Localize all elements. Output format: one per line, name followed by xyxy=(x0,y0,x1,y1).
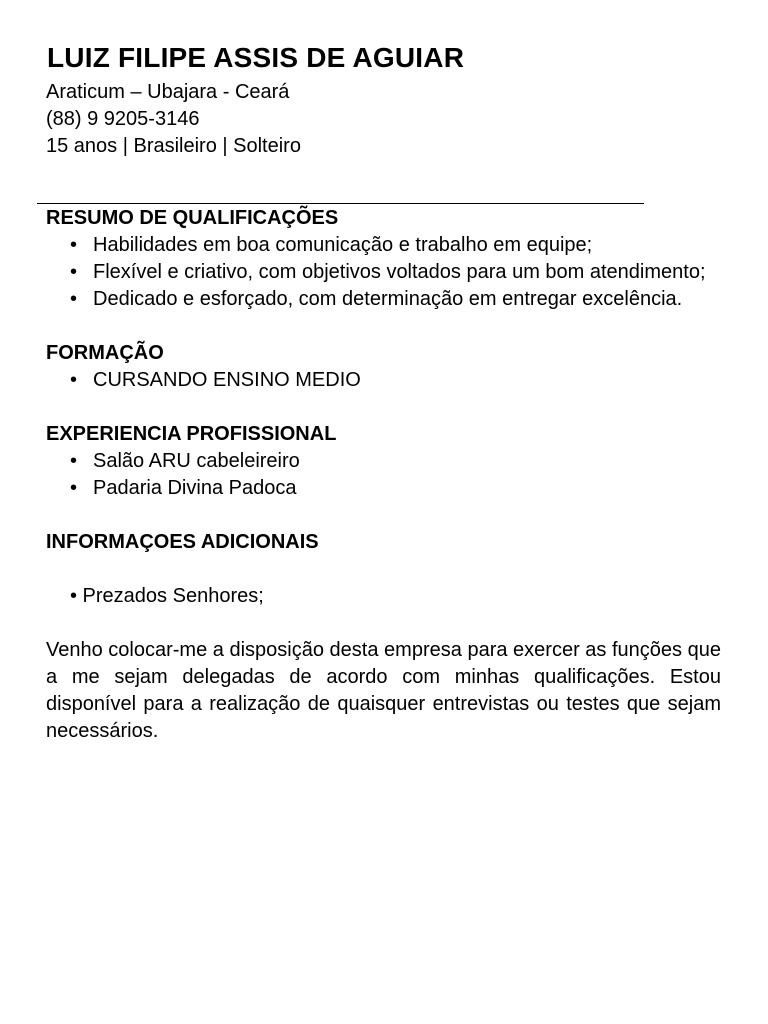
resume-content xyxy=(46,205,721,745)
qualifications-section xyxy=(46,205,721,313)
section-spacer xyxy=(46,610,721,637)
header-divider xyxy=(37,203,644,204)
address-line: Araticum – Ubajara - Ceará xyxy=(46,81,290,103)
qualifications-heading: RESUMO DE QUALIFICAÇÕES xyxy=(46,207,339,229)
qualification-item: • Flexível e criativo, com objetivos voltados para um bom atendimento; xyxy=(46,259,721,286)
experience-section xyxy=(46,421,721,502)
phone-line: (88) 9 9205-3146 xyxy=(46,108,200,130)
experience-item: • Salão ARU cabeleireiro xyxy=(46,448,721,475)
section-spacer xyxy=(46,502,721,529)
qualifications-list xyxy=(46,232,721,313)
experience-heading: EXPERIENCIA PROFISSIONAL xyxy=(46,423,337,445)
education-item: • CURSANDO ENSINO MEDIO xyxy=(46,367,721,394)
experience-list xyxy=(46,448,721,502)
experience-item: • Padaria Divina Padoca xyxy=(46,475,721,502)
personal-details-line: 15 anos | Brasileiro | Solteiro xyxy=(46,135,301,157)
additional-info-heading: INFORMAÇOES ADICIONAIS xyxy=(46,531,319,553)
education-list xyxy=(46,367,721,394)
section-spacer xyxy=(46,313,721,340)
education-section xyxy=(46,340,721,394)
additional-info-section xyxy=(46,529,721,745)
candidate-name: LUIZ FILIPE ASSIS DE AGUIAR xyxy=(47,42,465,73)
education-heading: FORMAÇÃO xyxy=(46,342,164,364)
contact-block xyxy=(46,79,301,160)
qualification-item: • Dedicado e esforçado, com determinação em entregar excelência. xyxy=(46,286,721,313)
cover-paragraph: Venho colocar-me a disposição desta empresa para exercer as funções que a me sejam delegadas de acordo com minhas qualificações. Estou disponível para a realização de quaisquer entrevistas ou testes que sejam necessários. xyxy=(46,639,721,742)
section-spacer xyxy=(46,394,721,421)
section-spacer xyxy=(46,556,721,583)
qualification-item: • Habilidades em boa comunicação e trabalho em equipe; xyxy=(46,232,721,259)
greeting-line: • Prezados Senhores; xyxy=(70,585,264,607)
